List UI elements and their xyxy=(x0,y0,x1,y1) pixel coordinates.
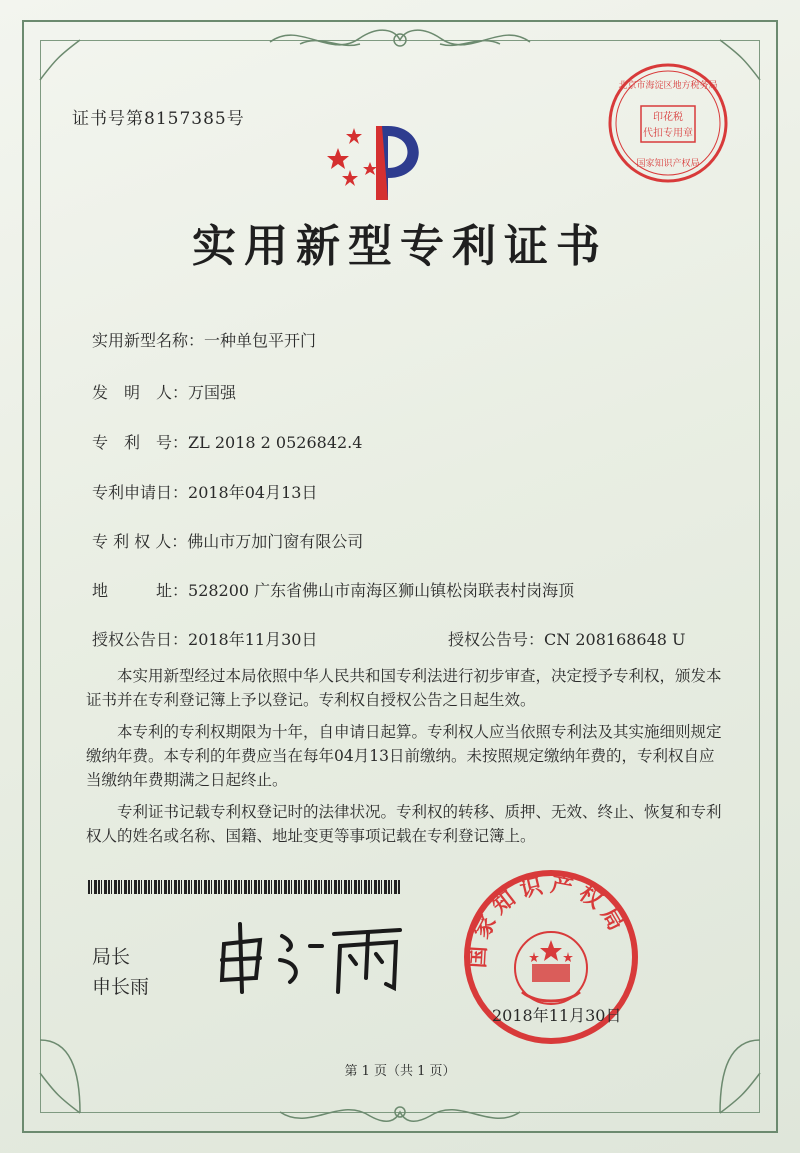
svg-text:印花税: 印花税 xyxy=(653,112,683,123)
certificate-body xyxy=(86,664,726,856)
body-paragraph: 专利证书记载专利权登记时的法律状况。专利权的转移、质押、无效、终止、恢复和专利权人的姓名或名称、国籍、地址变更等事项记载在专利登记簿上。 xyxy=(86,803,722,845)
certificate-number: 证书号第8157385号 xyxy=(72,109,245,129)
field-utility-model-name xyxy=(92,328,316,351)
svg-text:北京市海淀区地方税务局: 北京市海淀区地方税务局 xyxy=(618,81,718,91)
certificate-title: 实用新型专利证书 xyxy=(192,221,608,272)
body-paragraph: 本实用新型经过本局依照中华人民共和国专利法进行初步审查，决定授予专利权，颁发本证书并在专利登记簿上予以登记。专利权自授权公告之日起生效。 xyxy=(86,667,722,709)
director-name: 申长雨 xyxy=(92,976,150,998)
field-label: 实用新型名称： xyxy=(92,331,205,350)
field-label: 发 明 人： xyxy=(92,383,189,402)
field-label: 专 利 权 人： xyxy=(92,532,188,551)
field-value: CN 208168648 U xyxy=(544,630,686,649)
field-application-date xyxy=(92,480,317,503)
field-grant-announcement-number xyxy=(448,627,686,650)
field-label: 专 利 号： xyxy=(92,433,189,452)
field-value: ZL 2018 2 0526842.4 xyxy=(188,433,363,452)
director-signature xyxy=(210,916,410,996)
field-value: 一种单包平开门 xyxy=(204,331,317,350)
svg-text:代扣专用章: 代扣专用章 xyxy=(643,128,693,139)
field-label: 授权公告日： xyxy=(92,630,189,649)
field-value: 万国强 xyxy=(188,383,237,402)
page-number: 第 1 页（共 1 页） xyxy=(344,1064,456,1079)
field-value: 528200 广东省佛山市南海区狮山镇松岗联表村岗海顶 xyxy=(188,581,575,600)
body-paragraph: 本专利的专利权期限为十年，自申请日起算。专利权人应当依照专利法及其实施细则规定缴纳年费。本专利的年费应当在每年04月13日前缴纳。未按照规定缴纳年费的，专利权自应当缴纳年费期满之日起终止。 xyxy=(86,723,722,789)
field-value: 佛山市万加门窗有限公司 xyxy=(187,532,364,551)
field-label: 专利申请日： xyxy=(92,483,189,502)
field-patent-number xyxy=(92,430,362,453)
svg-text:国家知识产权局: 国家知识产权局 xyxy=(465,872,632,969)
field-value: 2018年04月13日 xyxy=(188,483,318,502)
field-label: 地 址： xyxy=(92,581,189,600)
field-inventor xyxy=(92,380,236,403)
patent-office-emblem-icon xyxy=(318,108,438,208)
field-label: 授权公告号： xyxy=(448,630,545,649)
field-patentee xyxy=(92,529,363,552)
issue-date: 2018年11月30日 xyxy=(492,1006,622,1025)
field-address xyxy=(92,578,574,601)
barcode xyxy=(88,880,400,894)
tax-seal-stamp xyxy=(605,60,731,186)
field-grant-announcement-date xyxy=(92,627,317,650)
field-value: 2018年11月30日 xyxy=(188,630,318,649)
director-block xyxy=(92,942,149,1002)
svg-text:国家知识产权局: 国家知识产权局 xyxy=(636,159,700,169)
director-title: 局长 xyxy=(92,946,131,968)
